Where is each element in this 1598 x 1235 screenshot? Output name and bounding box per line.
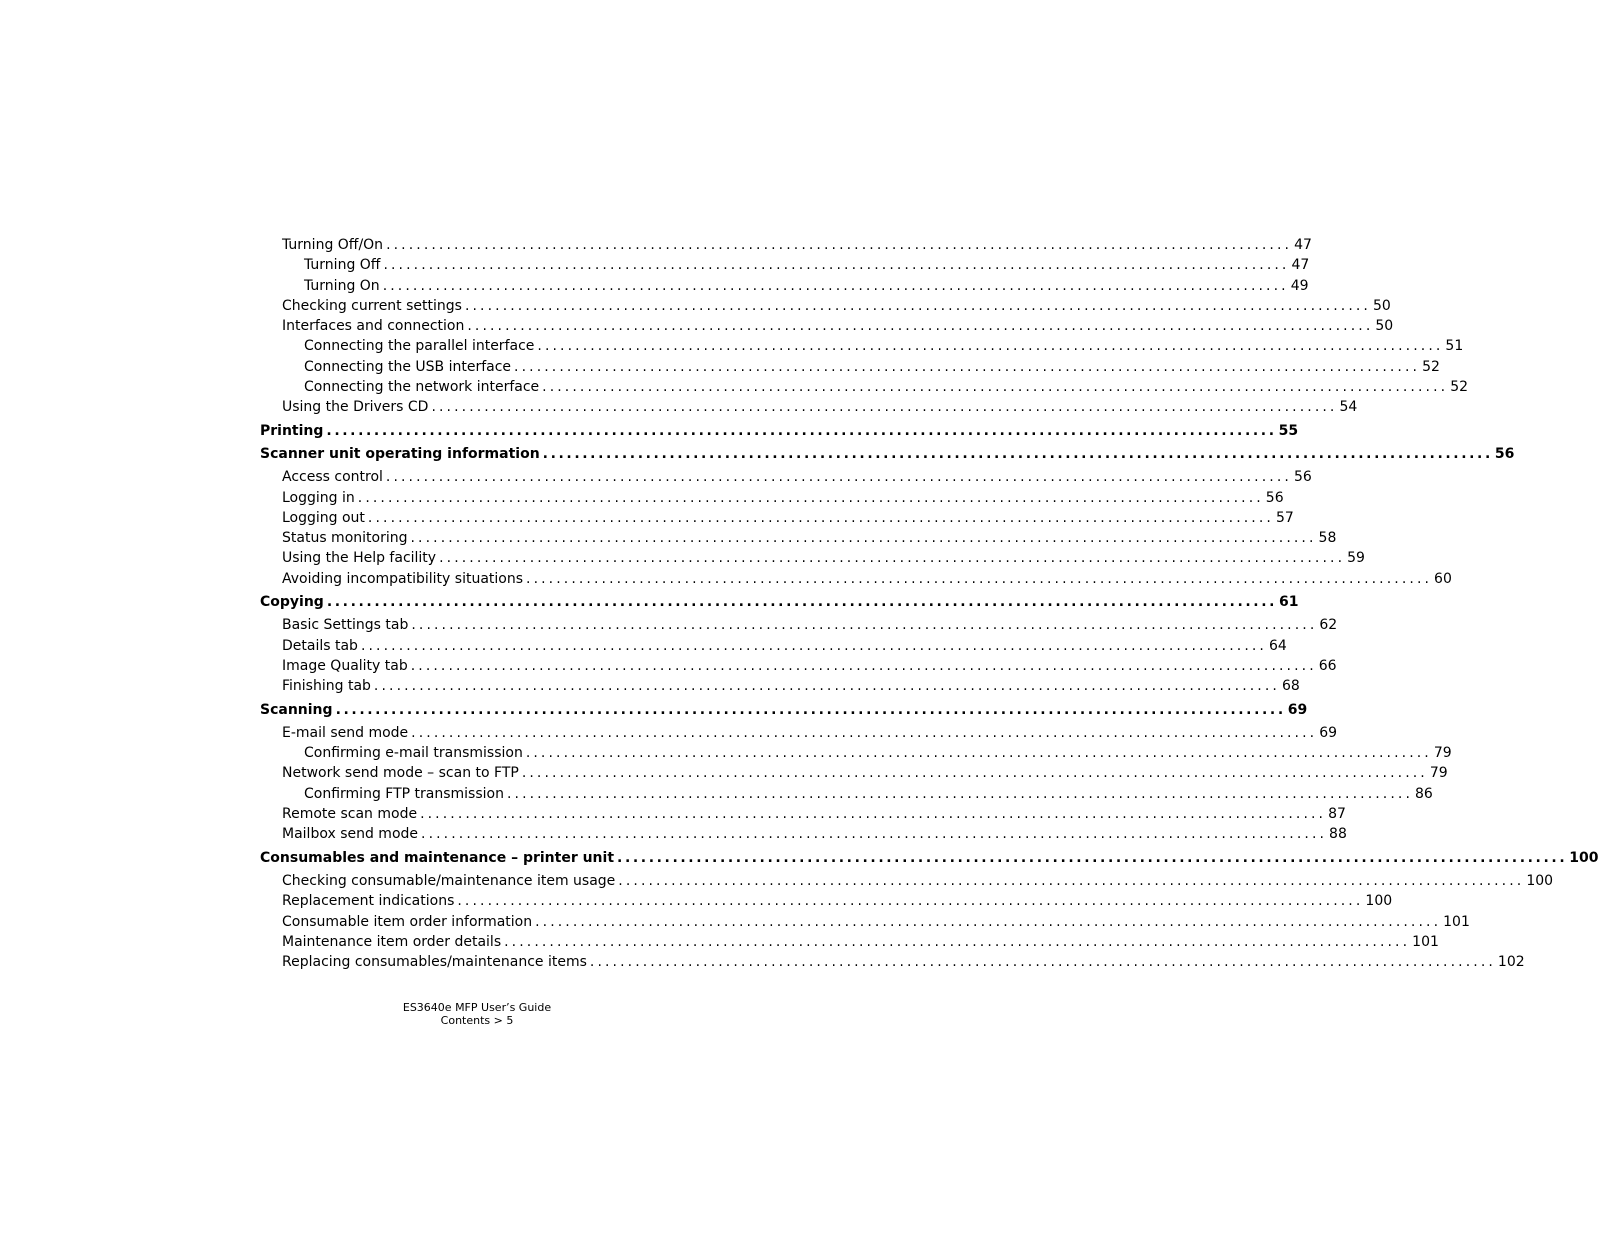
toc-entry-title: Connecting the parallel interface: [304, 338, 535, 355]
footer-guide-title: ES3640e MFP User’s Guide: [402, 1001, 552, 1014]
toc-dot-leader: ........................................................................................................................: [618, 872, 1525, 889]
toc-entry[interactable]: [260, 932, 1439, 952]
toc-dot-leader: ........................................................................................................................: [420, 806, 1327, 823]
toc-entry[interactable]: [260, 235, 1312, 255]
toc-entry-page-number: 69: [1319, 724, 1338, 741]
toc-entry-page-number: 60: [1434, 570, 1452, 587]
toc-entry-title: Image Quality tab: [282, 657, 408, 674]
toc-entry-title: Remote scan mode: [282, 806, 418, 823]
toc-entry-page-number: 61: [1279, 594, 1299, 611]
toc-entry-page-number: 87: [1328, 806, 1346, 823]
toc-section-entry[interactable]: [260, 444, 1515, 464]
toc-entry-page-number: 56: [1265, 489, 1284, 506]
toc-dot-leader: ........................................................................................................................: [421, 826, 1328, 843]
toc-entry-title: Copying: [260, 594, 324, 611]
toc-entry-page-number: 101: [1412, 933, 1439, 950]
toc-entry-page-number: 50: [1375, 318, 1394, 335]
toc-entry-title: Logging in: [282, 489, 355, 506]
toc-entry-title: Confirming FTP transmission: [304, 785, 504, 802]
toc-dot-leader: ........................................................................................................................: [357, 489, 1264, 506]
toc-entry[interactable]: [260, 676, 1300, 696]
toc-section-entry[interactable]: [260, 700, 1308, 720]
toc-entry-title: Logging out: [282, 509, 365, 526]
toc-dot-leader: ........................................................................................................................: [526, 570, 1433, 587]
toc-entry-page-number: 47: [1294, 237, 1312, 253]
toc-entry-title: Connecting the network interface: [304, 379, 540, 396]
toc-entry[interactable]: [260, 569, 1452, 589]
toc-entry-page-number: 100: [1526, 872, 1554, 889]
toc-entry-page-number: 64: [1268, 637, 1287, 654]
toc-dot-leader: ........................................................................................................................: [382, 277, 1289, 294]
toc-entry-title: Avoiding incompatibility situations: [282, 570, 524, 587]
toc-dot-leader: ........................................................................................................................: [410, 657, 1317, 674]
toc-dot-leader: ........................................................................................................................: [373, 678, 1280, 695]
toc-entry-page-number: 58: [1318, 530, 1337, 547]
toc-entry-title: Scanner unit operating information: [260, 445, 540, 462]
toc-entry[interactable]: [260, 296, 1391, 316]
toc-entry[interactable]: [260, 723, 1338, 743]
toc-entry-page-number: 68: [1281, 678, 1300, 695]
toc-entry-page-number: 52: [1450, 379, 1469, 396]
toc-dot-leader: ........................................................................................................................: [367, 509, 1274, 526]
toc-dot-leader: ........................................................................................................................: [535, 913, 1442, 930]
toc-entry[interactable]: [260, 912, 1470, 932]
toc-entry-title: Checking consumable/maintenance item usage: [282, 872, 616, 889]
toc-entry-page-number: 79: [1429, 765, 1448, 782]
toc-entry-title: Connecting the USB interface: [304, 358, 512, 375]
toc-entry-title: Using the Help facility: [282, 550, 437, 567]
toc-entry[interactable]: [260, 636, 1287, 656]
toc-entry-title: Mailbox send mode: [282, 826, 419, 843]
toc-entry[interactable]: [260, 397, 1358, 417]
toc-dot-leader: ........................................................................................................................: [542, 445, 1493, 462]
toc-entry-page-number: 49: [1290, 277, 1309, 294]
toc-dot-leader: ........................................................................................................................: [506, 785, 1413, 802]
toc-dot-leader: ........................................................................................................................: [537, 338, 1444, 355]
toc-entry-page-number: 57: [1275, 509, 1294, 526]
toc-entry-page-number: 100: [1365, 893, 1393, 910]
toc-dot-leader: ........................................................................................................................: [386, 237, 1293, 253]
toc-entry[interactable]: [260, 952, 1525, 972]
toc-entry-page-number: 62: [1319, 617, 1338, 634]
toc-entry-page-number: 69: [1287, 701, 1308, 718]
toc-dot-leader: ........................................................................................................................: [411, 724, 1318, 741]
toc-entry-page-number: 54: [1339, 399, 1358, 416]
toc-entry-title: Replacement indications: [282, 893, 455, 910]
toc-entry-page-number: 88: [1329, 826, 1347, 843]
toc-entry[interactable]: [260, 528, 1337, 548]
toc-entry-title: Details tab: [282, 637, 358, 654]
toc-entry[interactable]: [260, 656, 1337, 676]
toc-dot-leader: ........................................................................................................................: [589, 954, 1496, 971]
toc-entry-title: Turning Off/On: [282, 237, 384, 253]
toc-dot-leader: ........................................................................................................................: [326, 422, 1277, 439]
toc-entry-title: Status monitoring: [282, 530, 408, 547]
toc-entry-title: Access control: [282, 469, 383, 486]
toc-dot-leader: ........................................................................................................................: [525, 745, 1432, 762]
toc-entry-title: Basic Settings tab: [282, 617, 409, 634]
toc-entry[interactable]: [260, 784, 1433, 804]
toc-section-entry[interactable]: [260, 421, 1299, 441]
toc-entry-page-number: 51: [1445, 338, 1464, 355]
toc-dot-leader: ........................................................................................................................: [439, 550, 1346, 567]
toc-dot-leader: ........................................................................................................................: [464, 297, 1371, 314]
toc-entry[interactable]: [260, 377, 1469, 397]
toc-entry-title: Checking current settings: [282, 297, 462, 314]
toc-entry-page-number: 101: [1443, 913, 1470, 930]
toc-dot-leader: ........................................................................................................................: [431, 399, 1338, 416]
toc-entry-title: Replacing consumables/maintenance items: [282, 954, 587, 971]
toc-dot-leader: ........................................................................................................................: [617, 849, 1568, 866]
toc-dot-leader: ........................................................................................................................: [410, 530, 1317, 547]
toc-entry-page-number: 50: [1372, 297, 1391, 314]
toc-entry-title: Using the Drivers CD: [282, 399, 429, 416]
page-footer: [0, 1002, 954, 1027]
footer-page-location: Contents > 5: [440, 1013, 514, 1027]
toc-entry-title: Printing: [260, 422, 324, 439]
toc-entry[interactable]: [260, 508, 1294, 528]
toc-entry[interactable]: [260, 804, 1346, 824]
toc-dot-leader: ........................................................................................................................: [504, 933, 1411, 950]
toc-dot-leader: ........................................................................................................................: [411, 617, 1318, 634]
toc-entry-page-number: 52: [1422, 358, 1440, 375]
toc-dot-leader: ........................................................................................................................: [467, 318, 1374, 335]
toc-entry[interactable]: [260, 891, 1393, 911]
toc-entry[interactable]: [260, 255, 1310, 275]
toc-entry-page-number: 59: [1347, 550, 1365, 567]
toc-entry-title: E-mail send mode: [282, 724, 409, 741]
toc-entry-page-number: 66: [1318, 657, 1337, 674]
toc-dot-leader: ........................................................................................................................: [385, 469, 1292, 486]
toc-entry-page-number: 79: [1433, 745, 1452, 762]
toc-dot-leader: ........................................................................................................................: [542, 379, 1449, 396]
toc-entry[interactable]: [260, 276, 1309, 296]
toc-entry-page-number: 100: [1569, 849, 1598, 866]
toc-entry[interactable]: [260, 743, 1452, 763]
toc-entry-page-number: 102: [1497, 954, 1525, 971]
toc-dot-leader: ........................................................................................................................: [457, 893, 1364, 910]
toc-entry-title: Confirming e-mail transmission: [304, 745, 523, 762]
toc-entry-page-number: 56: [1494, 445, 1515, 462]
toc-entry[interactable]: [260, 316, 1394, 336]
toc-entry[interactable]: [260, 467, 1312, 487]
toc-section-entry[interactable]: [260, 848, 1598, 868]
toc-entry-title: Interfaces and connection: [282, 318, 465, 335]
toc-entry-title: Network send mode – scan to FTP: [282, 765, 519, 782]
toc-entry[interactable]: [260, 615, 1338, 635]
toc-entry-title: Consumable item order information: [282, 913, 533, 930]
toc-entry[interactable]: [260, 763, 1448, 783]
toc-entry[interactable]: [260, 336, 1464, 356]
toc-entry[interactable]: [260, 357, 1440, 377]
toc-entry-page-number: 56: [1293, 469, 1312, 486]
toc-dot-leader: ........................................................................................................................: [360, 637, 1267, 654]
toc-entry-title: Scanning: [260, 701, 333, 718]
toc-entry[interactable]: [260, 488, 1284, 508]
toc-entry[interactable]: [260, 871, 1554, 891]
toc-entry-title: Turning Off: [304, 257, 381, 274]
toc-section-entry[interactable]: [260, 592, 1299, 612]
toc-entry-page-number: 55: [1278, 422, 1299, 439]
toc-entry-title: Consumables and maintenance – printer unit: [260, 849, 615, 866]
toc-entry-page-number: 47: [1291, 257, 1310, 274]
toc-entry[interactable]: [260, 548, 1365, 568]
toc-entry[interactable]: [260, 824, 1347, 844]
table-of-contents: [260, 235, 1598, 972]
toc-dot-leader: ........................................................................................................................: [514, 358, 1421, 375]
toc-entry-title: Turning On: [304, 277, 380, 294]
toc-entry-page-number: 86: [1415, 785, 1433, 802]
toc-dot-leader: ........................................................................................................................: [521, 765, 1428, 782]
toc-dot-leader: ........................................................................................................................: [383, 257, 1290, 274]
toc-entry-title: Finishing tab: [282, 678, 371, 695]
toc-dot-leader: ........................................................................................................................: [335, 701, 1286, 718]
toc-dot-leader: ........................................................................................................................: [326, 594, 1278, 611]
toc-entry-title: Maintenance item order details: [282, 933, 502, 950]
